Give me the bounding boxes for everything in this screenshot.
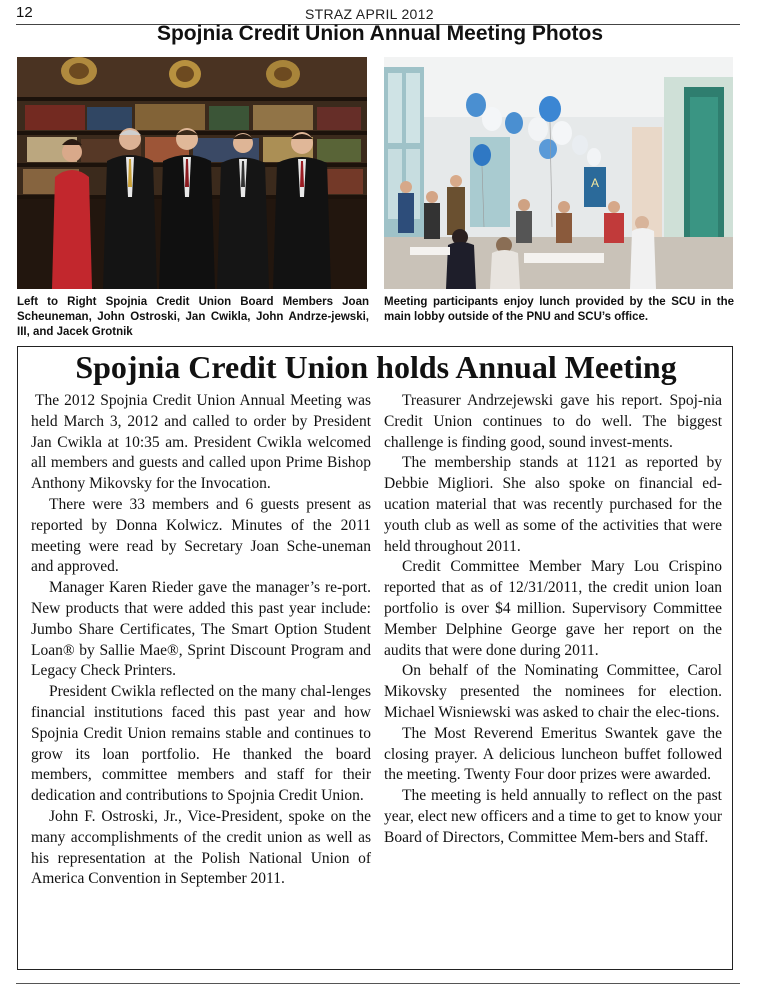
lobby-photo-caption: Meeting participants enjoy lunch provided by the SCU in the main lobby outside of the PNU and SCU’s office.	[384, 296, 734, 323]
article-paragraph: John F. Ostroski, Jr., Vice-President, spoke on the many accomplishments of the credit union as well as his representation at the Polish National Union of America Convention in September 2011.	[31, 807, 371, 888]
article-title: Spojnia Credit Union holds Annual Meeting	[75, 349, 677, 385]
article-paragraph: Manager Karen Rieder gave the manager’s re-port. New products that were added this past year include: Jumbo Share Certificates, The Smart Option Student Loan® by Sallie Mae®, Sprint Discount Program and Legacy Check Printers.	[31, 579, 371, 680]
article-paragraph: Credit Committee Member Mary Lou Crispino reported that as of 12/31/2011, the credit union loan portfolio is over $4 million. Supervisory Committee Member Delphine George gave her report on the audits that were done during 2011.	[384, 558, 722, 659]
article-column-left	[31, 391, 371, 890]
board-members-photo	[17, 57, 367, 289]
page-number: 12	[16, 4, 33, 21]
footer-rule	[16, 983, 740, 984]
article-box	[17, 346, 733, 970]
article-paragraph: On behalf of the Nominating Committee, Carol Mikovsky presented the nominees for election. Michael Wisniewski was asked to chair the elec-tions.	[384, 662, 722, 721]
lobby-luncheon-photo	[384, 57, 733, 289]
article-column-right	[384, 391, 722, 849]
lobby-luncheon-illustration	[384, 57, 733, 289]
running-head: STRAZ APRIL 2012	[305, 6, 434, 22]
article-paragraph: President Cwikla reflected on the many chal-lenges financial institutions faced this past year and how Spojnia Credit Union remains stable and continues to grow its loan portfolio. He thanked the board members, committee members and staff for their dedication and contributions to Spojnia Credit Union.	[31, 683, 371, 805]
article-paragraph: Treasurer Andrzejewski gave his report. Spoj-nia Credit Union continues to do well. The biggest challenge is finding good, sound invest-ments.	[384, 392, 722, 451]
article-paragraph: The 2012 Spojnia Credit Union Annual Meeting was held March 3, 2012 and called to order by President Jan Cwikla at 10:35 am. President Cwikla welcomed all members and guests and called upon Prime Bishop Anthony Mikovsky for the Invocation.	[31, 392, 371, 493]
article-paragraph: The membership stands at 1121 as reported by Debbie Migliori. She also spoke on financial ed-ucation material that was recently purchased for the youth club as well as some of the activities that were held throughout 2011.	[384, 454, 722, 555]
article-paragraph: The meeting is held annually to reflect on the past year, elect new officers and a time to get to know your Board of Directors, Committee Mem-bers and Staff.	[384, 787, 722, 846]
board-photo-caption: Left to Right Spojnia Credit Union Board Members Joan Scheuneman, John Ostroski, Jan Cwikla, John Andrze-jewski, III, and Jacek Grotnik	[17, 296, 369, 338]
article-paragraph: There were 33 members and 6 guests present as reported by Donna Kolwicz. Minutes of the 2011 meeting were read by Secretary Joan Sche-uneman and approved.	[31, 495, 371, 576]
photo-section-title: Spojnia Credit Union Annual Meeting Photos	[156, 22, 604, 45]
board-members-illustration	[17, 57, 367, 289]
article-paragraph: The Most Reverend Emeritus Swantek gave the closing prayer. A delicious luncheon buffet followed the meeting. Twenty Four door prizes were awarded.	[384, 724, 722, 784]
sign-text: A	[590, 176, 600, 190]
